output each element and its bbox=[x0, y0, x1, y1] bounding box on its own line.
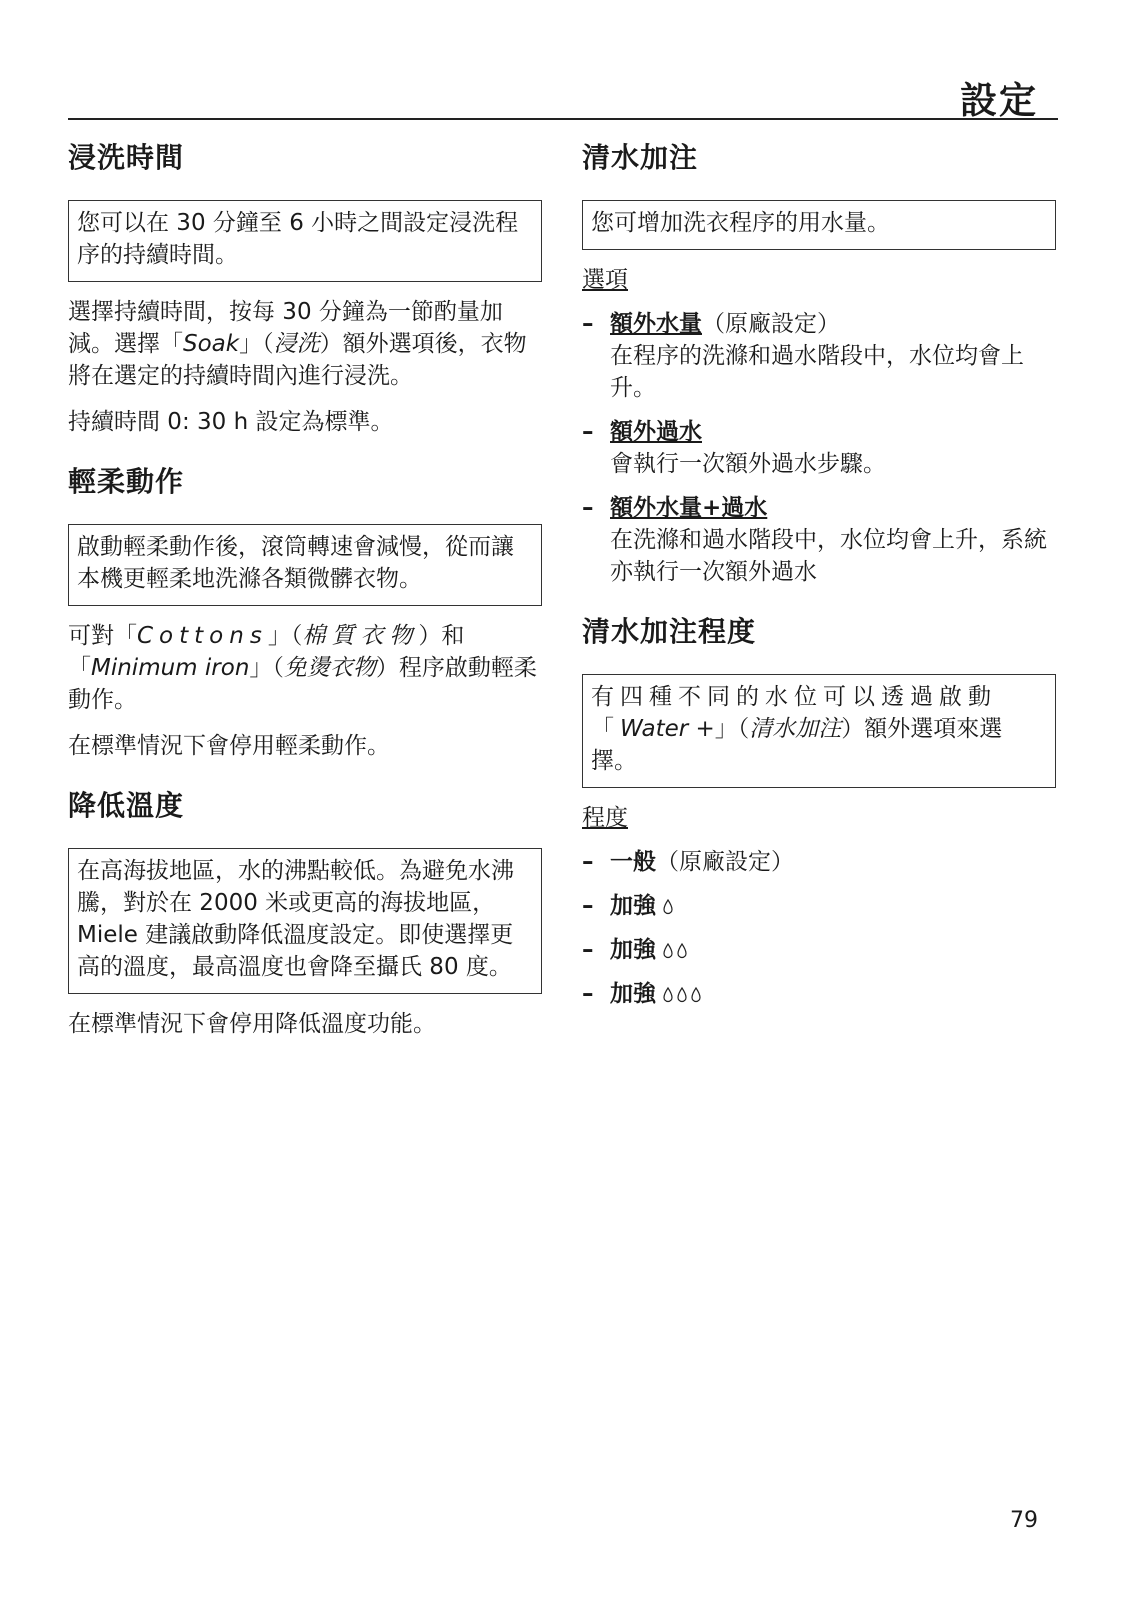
gentle-p1-text-c: ）和「 bbox=[68, 623, 465, 681]
water-drop-icon bbox=[662, 986, 674, 1004]
levels-label: 程度 bbox=[582, 805, 628, 831]
drop-icons bbox=[662, 898, 674, 916]
level-item bbox=[582, 978, 1056, 1010]
option-title: 額外水量+過水 bbox=[610, 495, 768, 521]
minimum-iron-program-name-zh: 免燙衣物 bbox=[283, 655, 376, 681]
option-item bbox=[582, 308, 1056, 404]
level-suffix: （原廠設定） bbox=[656, 849, 794, 875]
level-body bbox=[610, 846, 1056, 878]
gentle-p1-text-e: ）程序啟動輕柔動作。 bbox=[68, 655, 537, 713]
drop-icons bbox=[662, 942, 688, 960]
level-body bbox=[610, 978, 1056, 1010]
page-header-title: 設定 bbox=[960, 79, 1038, 122]
options-label: 選項 bbox=[582, 267, 628, 293]
right-column bbox=[582, 138, 1056, 1034]
list-dash: – bbox=[582, 937, 594, 963]
left-column bbox=[68, 138, 542, 1064]
soak-paragraph-1 bbox=[68, 296, 542, 392]
option-body bbox=[610, 492, 1056, 588]
level-title: 加強 bbox=[610, 981, 656, 1007]
level-item bbox=[582, 890, 1056, 922]
soak-heading: 浸洗時間 bbox=[68, 141, 185, 174]
gentle-info-box: 啟動輕柔動作後，滾筒轉速會減慢，從而讓本機更輕柔地洗滌各類微髒衣物。 bbox=[68, 524, 542, 606]
option-description: 在程序的洗滌和過水階段中，水位均會上升。 bbox=[610, 343, 1024, 401]
water-drop-icon bbox=[676, 942, 688, 960]
water-drop-icon bbox=[690, 986, 702, 1004]
level-heading: 清水加注程度 bbox=[582, 615, 757, 648]
page-number: 79 bbox=[1010, 1508, 1038, 1533]
soak-option-name: Soak bbox=[183, 331, 240, 357]
waterplus-section bbox=[582, 138, 1056, 588]
list-dash: – bbox=[582, 419, 594, 445]
waterplus-heading: 清水加注 bbox=[582, 141, 699, 174]
gentle-heading: 輕柔動作 bbox=[68, 465, 185, 498]
option-description: 在洗滌和過水階段中，水位均會上升，系統亦執行一次額外過水 bbox=[610, 527, 1047, 585]
option-title: 額外過水 bbox=[610, 419, 702, 445]
option-body bbox=[610, 416, 1056, 480]
option-title: 額外水量 bbox=[610, 311, 702, 337]
gentle-paragraph-1 bbox=[68, 620, 542, 716]
level-body bbox=[610, 890, 1056, 922]
lowtemp-section bbox=[68, 786, 542, 1040]
list-dash: – bbox=[582, 495, 594, 521]
level-box-text-b: 」（ bbox=[714, 716, 750, 742]
gentle-paragraph-2: 在標準情況下會停用輕柔動作。 bbox=[68, 733, 390, 759]
level-section bbox=[582, 612, 1056, 1010]
water-drop-icon bbox=[662, 942, 674, 960]
lowtemp-heading: 降低溫度 bbox=[68, 789, 185, 822]
header-rule bbox=[68, 118, 1058, 120]
option-body bbox=[610, 308, 1056, 404]
gentle-p1-text-a: 可對「 bbox=[68, 623, 137, 649]
level-body bbox=[610, 934, 1056, 966]
level-box-text-c: ）額外選項來選擇。 bbox=[591, 716, 1003, 774]
gentle-p1-text-d: 」（ bbox=[249, 655, 284, 681]
gentle-section bbox=[68, 462, 542, 762]
lowtemp-info-box: 在高海拔地區，水的沸點較低。為避免水沸騰，對於在 2000 米或更高的海拔地區，Miele 建議啟動降低溫度設定。即使選擇更高的溫度，最高溫度也會降至攝氏 80 度。 bbox=[68, 848, 542, 994]
soak-p1-text-a: 選擇持續時間，按每 30 分鐘為一節酌量加減。選擇「 bbox=[68, 299, 503, 357]
soak-p1-text-c: ）額外選項後，衣物將在選定的持續時間內進行浸洗。 bbox=[68, 331, 527, 389]
list-dash: – bbox=[582, 849, 594, 875]
list-dash: – bbox=[582, 893, 594, 919]
level-title: 加強 bbox=[610, 937, 656, 963]
cottons-program-name: Cottons bbox=[137, 623, 268, 649]
level-item bbox=[582, 846, 1056, 878]
soak-p1-text-b: 」（ bbox=[239, 331, 274, 357]
level-box-text-a: 有四種不同的水位可以透過啟動「 bbox=[591, 684, 997, 742]
list-dash: – bbox=[582, 311, 594, 337]
level-item bbox=[582, 934, 1056, 966]
lowtemp-paragraph-1: 在標準情況下會停用降低溫度功能。 bbox=[68, 1011, 436, 1037]
level-title: 加強 bbox=[610, 893, 656, 919]
option-suffix: （原廠設定） bbox=[702, 311, 840, 337]
water-drop-icon bbox=[676, 986, 688, 1004]
water-plus-option-name-zh: 清水加注 bbox=[749, 716, 842, 742]
cottons-program-name-zh: 棉質衣物 bbox=[302, 623, 419, 649]
soak-option-name-zh: 浸洗 bbox=[273, 331, 320, 357]
option-item bbox=[582, 416, 1056, 480]
water-plus-option-name: Water + bbox=[620, 716, 715, 742]
level-info-box bbox=[582, 674, 1056, 788]
option-description: 會執行一次額外過水步驟。 bbox=[610, 451, 886, 477]
level-title: 一般 bbox=[610, 849, 656, 875]
drop-icons bbox=[662, 986, 702, 1004]
water-drop-icon bbox=[662, 898, 674, 916]
gentle-p1-text-b: 」（ bbox=[267, 623, 303, 649]
waterplus-info-box: 您可增加洗衣程序的用水量。 bbox=[582, 200, 1056, 250]
minimum-iron-program-name: Minimum iron bbox=[91, 655, 250, 681]
list-dash: – bbox=[582, 981, 594, 1007]
option-item bbox=[582, 492, 1056, 588]
soak-info-box: 您可以在 30 分鐘至 6 小時之間設定浸洗程序的持續時間。 bbox=[68, 200, 542, 282]
soak-section bbox=[68, 138, 542, 438]
soak-paragraph-2: 持續時間 0: 30 h 設定為標準。 bbox=[68, 409, 394, 435]
